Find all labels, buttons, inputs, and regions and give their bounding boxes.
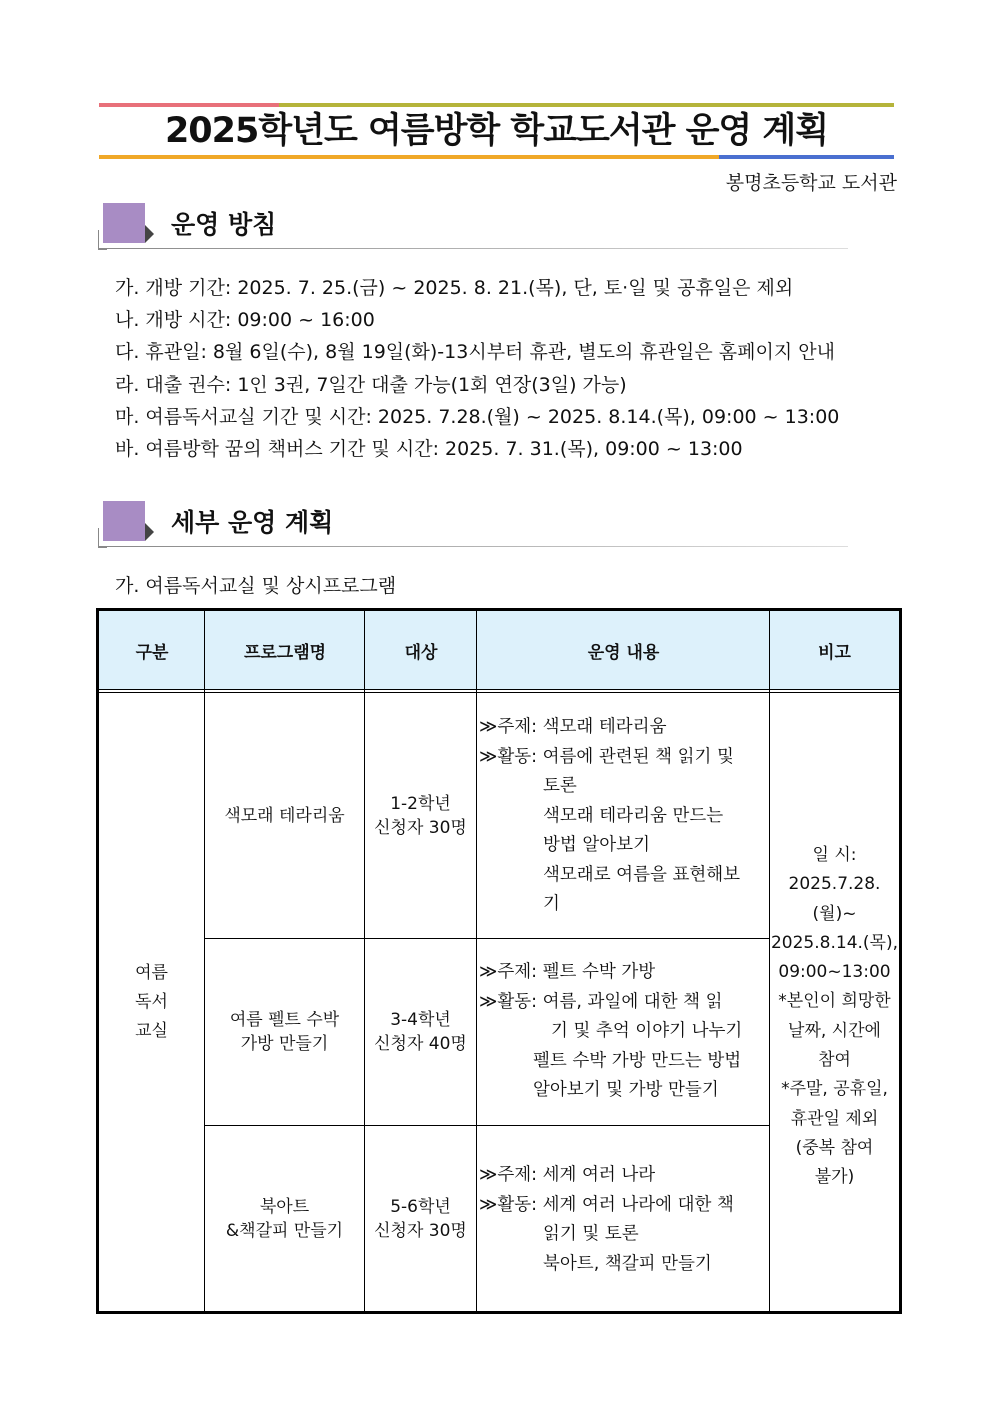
program-cell [205, 693, 364, 938]
note-line: (중복 참여 [795, 1137, 874, 1158]
content-line: ≫주제: 펠트 수박 가방 [479, 962, 656, 982]
category-text: 독서 [135, 991, 168, 1012]
policy-item: 마. 여름독서교실 기간 및 시간: 2025. 7.28.(월) ~ 2025. 8.14.(목), 09:00 ~ 13:00 [115, 405, 840, 428]
note-cell [770, 841, 899, 1193]
table-header-program: 프로그램명 [205, 611, 365, 689]
content-cell [479, 1161, 769, 1279]
section-triangle-icon [145, 523, 154, 541]
content-line: 방법 알아보기 [543, 835, 650, 855]
title-top-rule-right [279, 103, 894, 107]
target-grade: 5-6학년 [390, 1196, 451, 1217]
target-grade: 3-4학년 [390, 1010, 451, 1030]
target-capacity: 신청자 30명 [374, 1220, 467, 1241]
header-divider [99, 689, 899, 690]
note-line: 불가) [814, 1167, 855, 1188]
title-bottom-rule [99, 155, 894, 159]
note-line: *본인이 희망한 [778, 991, 891, 1012]
target-cell [365, 939, 476, 1125]
target-capacity: 신청자 30명 [374, 817, 467, 838]
program-name: &책갈피 만들기 [225, 1220, 344, 1241]
note-line: 2025.8.14.(목), [770, 932, 898, 953]
content-line: 색모래로 여름을 표현해보 [543, 864, 741, 885]
category-text: 교실 [135, 1020, 168, 1041]
section-title: 세부 운영 계획 [171, 508, 334, 537]
target-cell [365, 693, 476, 938]
section-underline [98, 248, 848, 249]
policy-list [115, 272, 839, 465]
note-line: 2025.7.28.(월)~ [788, 874, 881, 924]
table-header-target: 대상 [365, 611, 477, 689]
note-line: 참여 [818, 1050, 851, 1071]
content-line: 알아보기 및 가방 만들기 [533, 1080, 719, 1100]
target-grade: 1-2학년 [390, 793, 451, 814]
section-header-policy [98, 203, 848, 249]
section-header-detail [98, 501, 848, 547]
document-title: 2025학년도 여름방학 학교도서관 운영 계획 [164, 111, 829, 151]
section-title: 운영 방침 [171, 210, 277, 239]
sub-section-title: 가. 여름독서교실 및 상시프로그램 [115, 575, 397, 597]
section-underline [98, 546, 848, 547]
title-bottom-rule-right [719, 155, 894, 159]
program-cell [205, 1126, 364, 1311]
target-cell [365, 1126, 476, 1311]
category-text: 여름 [135, 962, 168, 983]
content-line: ≫활동: 세계 여러 나라에 대한 책 [479, 1194, 734, 1215]
section-triangle-icon [145, 225, 154, 243]
program-name: 북아트 [259, 1196, 310, 1217]
content-line: 토론 [543, 776, 577, 796]
section-square-icon [103, 501, 145, 541]
table-header-category: 구분 [99, 611, 205, 689]
note-line: 휴관일 제외 [790, 1108, 879, 1129]
note-line: 09:00~13:00 [778, 962, 891, 983]
category-cell [99, 693, 204, 1311]
program-name: 색모래 테라리움 [224, 805, 345, 826]
title-top-rule-left [99, 103, 279, 107]
note-line: *주말, 공휴일, [781, 1079, 888, 1100]
policy-item: 다. 휴관일: 8월 6일(수), 8월 19일(화)-13시부터 휴관, 별도의 휴관일은 홈페이지 안내 [115, 341, 835, 364]
title-bottom-rule-left [99, 155, 719, 159]
content-line: ≫활동: 여름, 과일에 대한 책 읽 [479, 991, 723, 1012]
content-line: 읽기 및 토론 [543, 1224, 639, 1244]
note-line: 일 시: [812, 845, 857, 865]
program-name: 여름 펠트 수박 [229, 1010, 340, 1030]
policy-item: 나. 개방 시간: 09:00 ~ 16:00 [115, 309, 375, 332]
content-cell [479, 958, 769, 1106]
table-header-note: 비고 [770, 611, 899, 689]
program-cell [205, 939, 364, 1125]
school-name: 봉명초등학교 도서관 [725, 172, 897, 194]
content-cell [479, 713, 769, 920]
column-divider [476, 611, 477, 1311]
table-header-content: 운영 내용 [477, 611, 770, 689]
policy-item: 바. 여름방학 꿈의 책버스 기간 및 시간: 2025. 7. 31.(목), 09:00 ~ 13:00 [115, 438, 743, 461]
target-capacity: 신청자 40명 [374, 1034, 467, 1054]
content-line: ≫활동: 여름에 관련된 책 읽기 및 [479, 746, 734, 767]
content-line: 기 [543, 894, 560, 914]
content-line: ≫주제: 세계 여러 나라 [479, 1165, 656, 1185]
section-square-icon [103, 203, 145, 243]
policy-item: 가. 개방 기간: 2025. 7. 25.(금) ~ 2025. 8. 21.(목), 단, 토·일 및 공휴일은 제외 [115, 277, 794, 299]
title-top-rule [99, 103, 894, 107]
content-line: 북아트, 책갈피 만들기 [543, 1253, 712, 1274]
content-line: 색모래 테라리움 만드는 [543, 805, 724, 826]
program-name: 가방 만들기 [240, 1034, 329, 1054]
policy-item: 라. 대출 권수: 1인 3권, 7일간 대출 가능(1회 연장(3일) 가능) [115, 373, 627, 396]
content-line: 기 및 추억 이야기 나누기 [551, 1021, 743, 1041]
program-table [96, 608, 902, 1314]
content-line: 펠트 수박 가방 만드는 방법 [533, 1050, 742, 1071]
note-line: 날짜, 시간에 [788, 1020, 881, 1041]
content-line: ≫주제: 색모래 테라리움 [479, 717, 667, 737]
